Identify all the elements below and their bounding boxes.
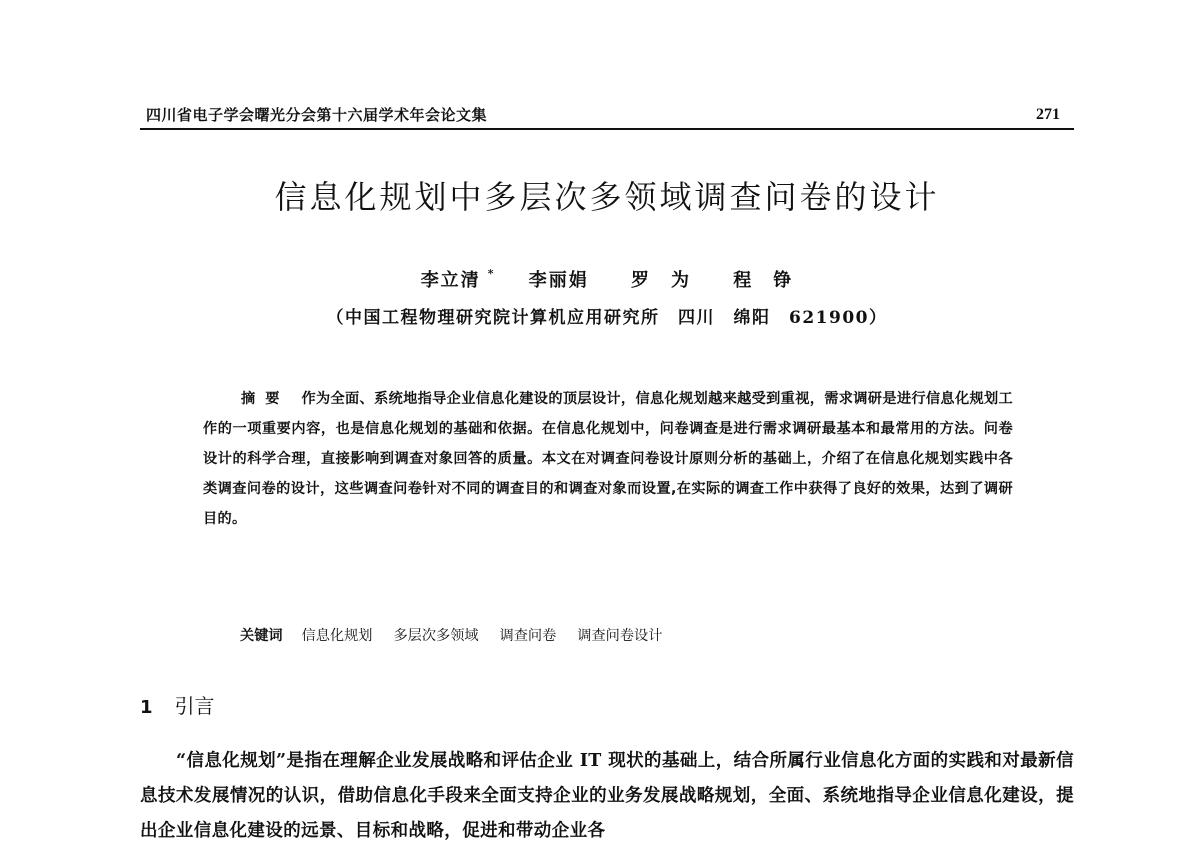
paper-title: 信息化规划中多层次多领域调查问卷的设计 [274,178,940,216]
section-title: 引言 [174,694,215,718]
keyword: 信息化规划 [301,628,373,644]
section-number: 1 [140,697,153,718]
abstract [203,384,1013,534]
keyword: 多层次多领域 [393,628,479,644]
abstract-text: 作为全面、系统地指导企业信息化建设的顶层设计，信息化规划越来越受到重视，需求调研是进行信息化规划工作的一项重要内容，也是信息化规划的基础和依据。在信息化规划中，问卷调查是进行需求调研最基本和最常用的方法。问卷设计的科学合理，直接影响到调查对象回答的质量。本文在对调查问卷设计原则分析的基础上，介绍了在信息化规划实践中各类调查问卷的设计，这些调查问卷针对不同的调查目的和调查对象而设置,在实际的调查工作中获得了良好的效果，达到了调研目的。 [203,391,1013,527]
journal-title: 四川省电子学会曙光分会第十六届学术年会论文集 [146,106,488,124]
author [520,266,598,292]
author-footnote-mark: * [487,267,496,280]
affiliation: （中国工程物理研究院计算机应用研究所 四川 绵阳 621900） [326,308,888,328]
author [412,266,496,292]
keywords [240,625,678,645]
author-name: 罗 为 [631,270,692,291]
keywords-label: 关键词 [240,628,283,644]
author-name: 李丽娟 [528,270,589,291]
author-name: 李立清 [420,270,481,291]
keyword: 调查问卷设计 [577,628,663,644]
page-number: 271 [1036,106,1060,123]
keyword: 调查问卷 [499,628,557,644]
abstract-label: 摘要 [241,391,290,407]
section-heading [140,690,215,719]
running-header [140,104,1074,130]
author [622,266,700,292]
author-list [140,266,1074,292]
body-paragraph: “信息化规划”是指在理解企业发展战略和评估企业 IT 现状的基础上，结合所属行业信息化方面的实践和对最新信息技术发展情况的认识，借助信息化手段来全面支持企业的业务发展战略规划，全面、系统地指导企业信息化建设，提出企业信息化建设的远景、目标和战略，促进和带动企业各 [140,751,1074,841]
author [724,266,802,292]
author-name: 程 铮 [733,270,794,291]
